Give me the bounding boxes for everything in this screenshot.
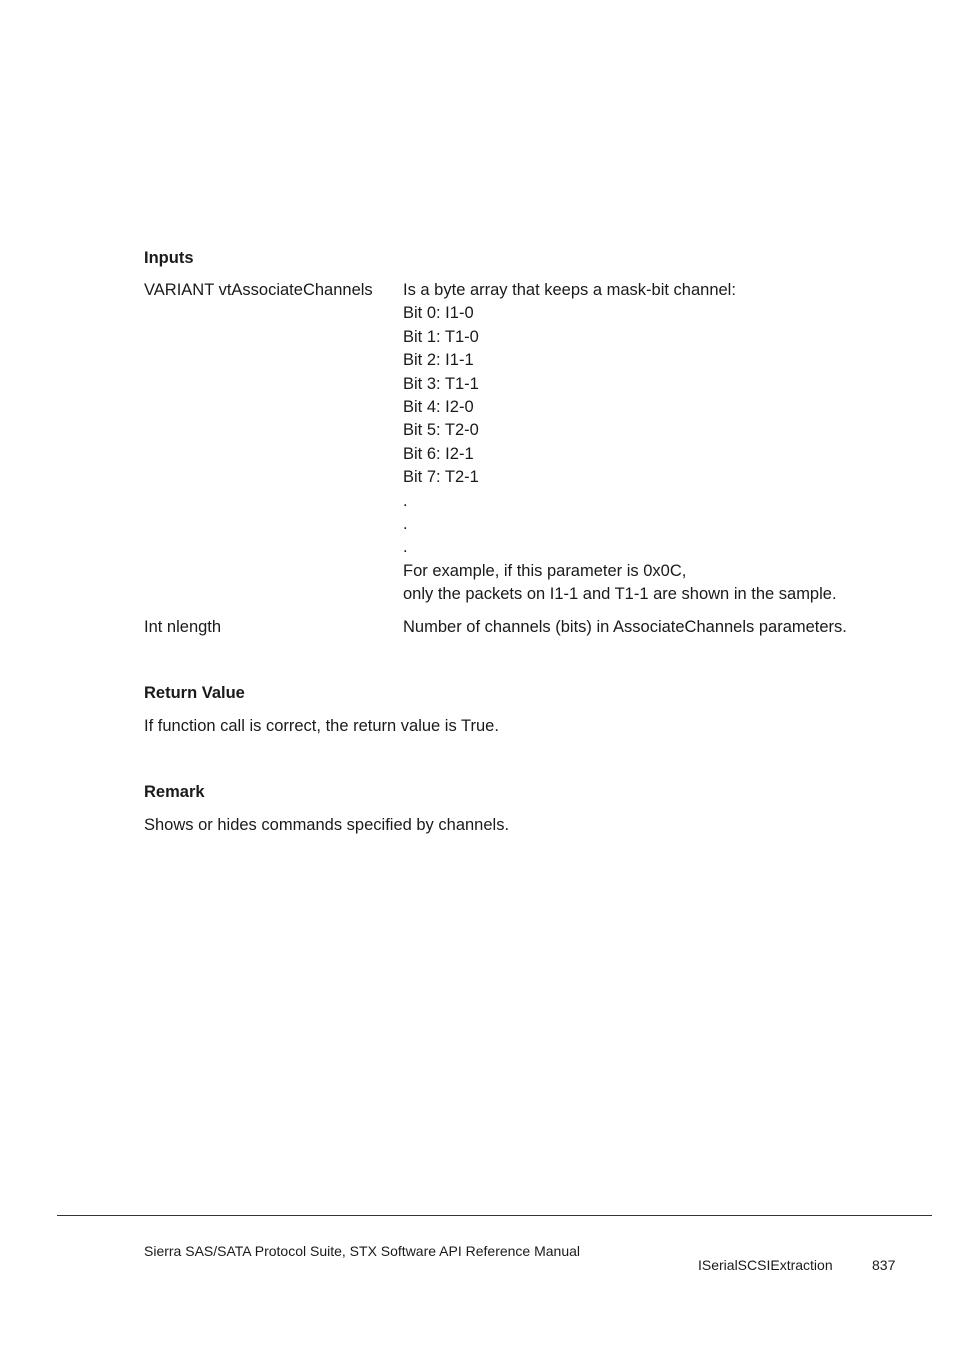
description-line: Bit 1: T1-0 (403, 327, 479, 346)
description-line: Is a byte array that keeps a mask-bit channel: (403, 281, 736, 299)
description-line: . (403, 515, 408, 534)
param-description (403, 279, 904, 607)
description-line: Bit 3: T1-1 (403, 374, 479, 393)
description-line: Bit 4: I2-0 (403, 398, 474, 417)
footer-divider (57, 1215, 932, 1216)
description-line: . (403, 491, 408, 510)
param-name: VARIANT vtAssociateChannels (144, 281, 373, 299)
remark-text: Shows or hides commands specified by channels. (144, 816, 510, 835)
description-line: Bit 7: T2-1 (403, 468, 479, 487)
footer-manual-title: Sierra SAS/SATA Protocol Suite, STX Software API Reference Manual (144, 1243, 581, 1259)
return-value-text: If function call is correct, the return value is True. (144, 717, 499, 736)
description-line: Bit 0: I1-0 (403, 304, 474, 323)
description-line: Bit 2: I1-1 (403, 351, 474, 370)
description-line: Number of channels (bits) in AssociateChannels parameters. (403, 617, 847, 636)
remark-heading: Remark (144, 783, 205, 802)
footer-page-number: 837 (872, 1257, 896, 1273)
param-description (403, 616, 904, 639)
description-line: Bit 6: I2-1 (403, 444, 474, 463)
description-line: Bit 5: T2-0 (403, 421, 479, 440)
description-line: . (403, 538, 408, 557)
inputs-table (144, 279, 904, 639)
page-content (144, 246, 904, 837)
inputs-heading: Inputs (144, 249, 194, 267)
return-value-heading: Return Value (144, 684, 245, 703)
description-line: only the packets on I1-1 and T1-1 are shown in the sample. (403, 585, 837, 604)
description-line: For example, if this parameter is 0x0C, (403, 561, 687, 580)
footer-section-name: ISerialSCSIExtraction (698, 1257, 833, 1273)
param-name: Int nlength (144, 617, 222, 636)
